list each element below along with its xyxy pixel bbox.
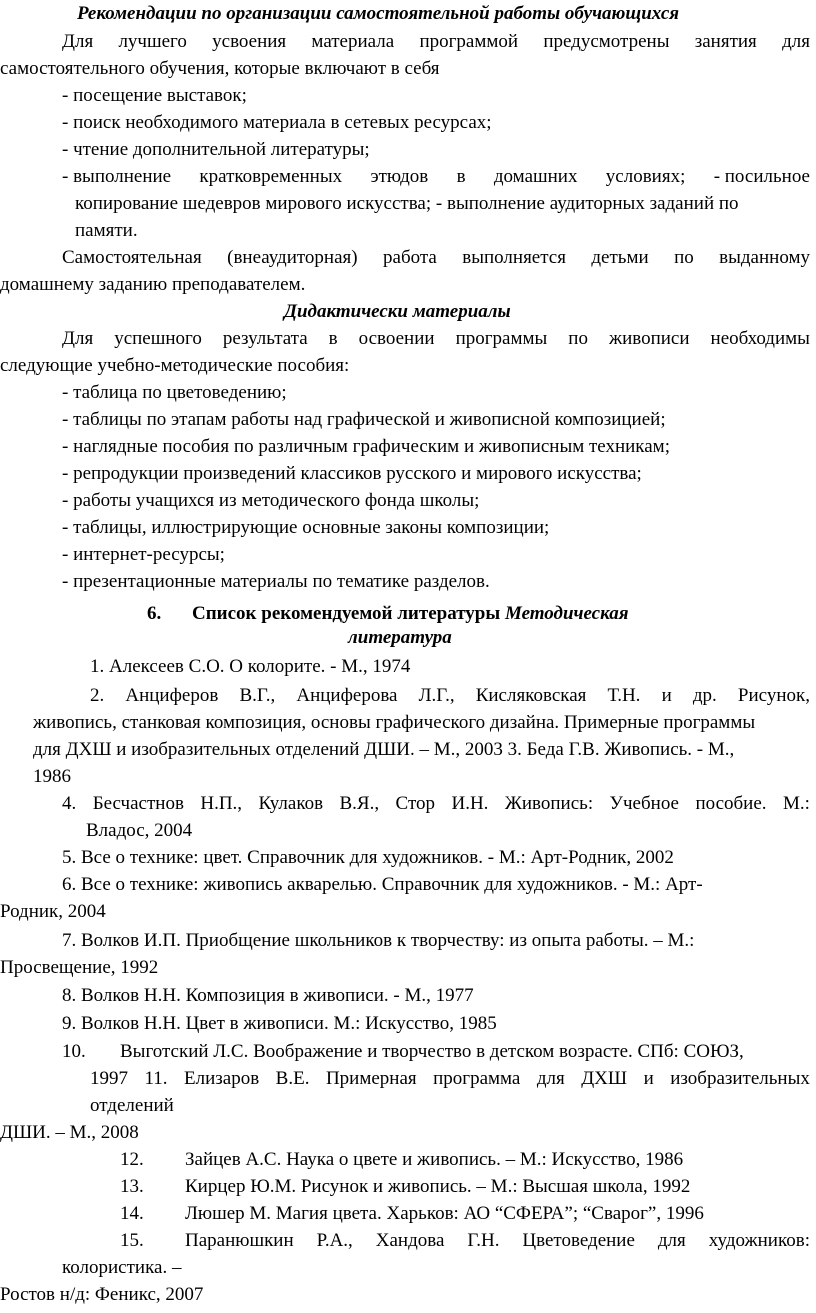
reference-item: Зайцев А.С. Наука о цвете и живопись. – М.: Искусство, 1986	[185, 1149, 684, 1170]
word: Г.Н.	[467, 1230, 500, 1251]
paragraph-line: самостоятельного обучения, которые включают в себя	[0, 58, 440, 79]
word: предусмотрены	[543, 31, 670, 52]
word: Хандова	[375, 1230, 445, 1251]
word: результата	[222, 328, 308, 349]
word: Елизаров	[184, 1068, 260, 1089]
word: М.:	[782, 793, 810, 814]
list-item: - поиск необходимого материала в сетевых ресурсах;	[62, 112, 492, 133]
word: для	[657, 1230, 686, 1251]
paragraph-line	[62, 328, 810, 350]
word: Л.Г.,	[418, 685, 455, 706]
list-item-continuation: копирование шедевров мирового искусства; - выполнение аудиторных заданий по	[75, 193, 739, 214]
word: 11.	[144, 1068, 168, 1089]
word: Т.Н.	[607, 685, 641, 706]
list-item: - работы учащихся из методического фонда школы;	[62, 490, 480, 511]
word: Анциферова	[296, 685, 398, 706]
list-item: - наглядные пособия по различным графическим и живописным техникам;	[62, 436, 670, 457]
reference-continuation: колористика. –	[62, 1257, 182, 1278]
list-item: - интернет-ресурсы;	[62, 544, 225, 565]
section-title-italic: Методическая	[504, 603, 629, 624]
word: 2.	[90, 685, 105, 706]
word: Р.А.,	[316, 1230, 353, 1251]
word: Самостоятельная	[62, 247, 202, 268]
word: др.	[692, 685, 717, 706]
word: Примерная	[325, 1068, 417, 1089]
word: В.Е.	[275, 1068, 310, 1089]
word: Учебное	[609, 793, 679, 814]
word: лучшего	[118, 31, 187, 52]
word: и	[643, 1068, 654, 1089]
word: Кулаков	[258, 793, 324, 814]
reference-item	[90, 685, 810, 707]
reference-item: Кирцер Ю.М. Рисунок и живопись. – М.: Высшая школа, 1992	[185, 1176, 691, 1197]
reference-number: 10.	[62, 1041, 86, 1062]
word: по	[674, 247, 694, 268]
word: Анциферов	[125, 685, 219, 706]
section-title-didactic: Дидактически материалы	[284, 301, 511, 322]
word: Стор	[395, 793, 436, 814]
word: Для	[62, 328, 94, 349]
reference-number: 15.	[120, 1230, 144, 1251]
word: Н.П.,	[200, 793, 243, 814]
list-item: - чтение дополнительной литературы;	[62, 139, 370, 160]
word: детьми	[591, 247, 649, 268]
paragraph-line	[62, 31, 810, 53]
list-item: - таблицы по этапам работы над графической и живописной композицией;	[62, 409, 666, 430]
word: материала	[311, 31, 395, 52]
word: Кисляковская	[475, 685, 587, 706]
reference-item: Выготский Л.С. Воображение и творчество в детском возрасте. СПб: СОЮЗ,	[120, 1041, 744, 1062]
list-item: - таблица по цветоведению;	[62, 382, 287, 403]
word: художников:	[708, 1230, 810, 1251]
reference-item: 7. Волков И.П. Приобщение школьников к творчеству: из опыта работы. – М.:	[62, 930, 695, 951]
word: изобразительных	[670, 1068, 810, 1089]
word: занятия	[694, 31, 757, 52]
list-item: - презентационные материалы по тематике разделов.	[62, 571, 490, 592]
reference-continuation: ДШИ. – М., 2008	[0, 1122, 139, 1143]
word: В.Я.,	[339, 793, 380, 814]
word: (внеаудиторная)	[227, 247, 358, 268]
list-item: - таблицы, иллюстрирующие основные законы композиции;	[62, 517, 550, 538]
list-item	[62, 166, 810, 188]
word: кратковременных	[199, 166, 343, 187]
list-item: - посещение выставок;	[62, 85, 247, 106]
word: в	[456, 166, 466, 187]
reference-item: Люшер М. Магия цвета. Харьков: АО “СФЕРА”; “Сварог”, 1996	[185, 1203, 704, 1224]
reference-item: 6. Все о технике: живопись акварелью. Справочник для художников. - М.: Арт-	[62, 874, 703, 895]
paragraph-line: домашнему заданию преподавателем.	[0, 274, 306, 295]
paragraph-line: следующие учебно-методические пособия:	[0, 355, 350, 376]
word: программа	[433, 1068, 521, 1089]
word: выданному	[719, 247, 810, 268]
word: В.Г.,	[239, 685, 276, 706]
word: Для	[62, 31, 94, 52]
reference-continuation: Ростов н/д: Феникс, 2007	[0, 1284, 204, 1305]
word: пособие.	[695, 793, 767, 814]
reference-continuation: отделений	[90, 1095, 174, 1116]
word: для	[782, 31, 810, 52]
reference-item: 8. Волков Н.Н. Композиция в живописи. - М., 1977	[62, 985, 474, 1006]
reference-continuation: Владос, 2004	[86, 820, 193, 841]
reference-continuation: Родник, 2004	[0, 901, 106, 922]
word: домашних	[493, 166, 578, 187]
reference-continuation	[90, 1068, 810, 1090]
word: Рисунок,	[737, 685, 810, 706]
word: живописи	[608, 328, 690, 349]
section-title-literature	[192, 603, 629, 625]
reference-continuation: Просвещение, 1992	[0, 957, 159, 978]
word: выполняется	[462, 247, 566, 268]
reference-item: 1. Алексеев С.О. О колорите. - М., 1974	[90, 656, 411, 677]
word: ДХШ	[581, 1068, 628, 1089]
word: Цветоведение	[522, 1230, 635, 1251]
word: для	[536, 1068, 565, 1089]
word: усвоения	[212, 31, 287, 52]
reference-item	[62, 793, 810, 815]
word: освоении	[358, 328, 435, 349]
reference-number: 12.	[120, 1149, 144, 1170]
word: Бесчастнов	[92, 793, 184, 814]
paragraph-line	[62, 247, 810, 269]
word: Живопись:	[504, 793, 594, 814]
reference-number: 14.	[120, 1203, 144, 1224]
word: работа	[383, 247, 437, 268]
word: условиях;	[605, 166, 686, 187]
word: - посильное	[713, 166, 810, 187]
word: и	[661, 685, 672, 706]
list-item-continuation: памяти.	[75, 220, 138, 241]
word: необходимы	[710, 328, 810, 349]
word: этюдов	[370, 166, 429, 187]
word: 1997	[90, 1068, 128, 1089]
reference-number: 13.	[120, 1176, 144, 1197]
word: в	[328, 328, 338, 349]
reference-item	[185, 1230, 810, 1252]
reference-continuation: живопись, станковая композиция, основы графического дизайна. Примерные программы	[33, 712, 756, 733]
reference-continuation: для ДХШ и изобразительных отделений ДШИ. – М., 2003 3. Беда Г.В. Живопись. - М.,	[33, 739, 735, 760]
reference-continuation: 1986	[33, 766, 71, 787]
reference-item: 5. Все о технике: цвет. Справочник для художников. - М.: Арт-Родник, 2002	[62, 847, 674, 868]
section-title-italic-continued: литература	[348, 627, 452, 648]
word: программы	[455, 328, 548, 349]
section-title-bold: Список рекомендуемой литературы	[192, 603, 501, 624]
reference-item: 9. Волков Н.Н. Цвет в живописи. М.: Искусство, 1985	[62, 1013, 497, 1034]
word: 4.	[62, 793, 77, 814]
word: программой	[419, 31, 519, 52]
word: - выполнение	[62, 166, 172, 187]
section-title-self-study: Рекомендации по организации самостоятельной работы обучающихся	[77, 3, 680, 24]
section-number: 6.	[147, 603, 162, 624]
list-item: - репродукции произведений классиков русского и мирового искусства;	[62, 463, 642, 484]
word: И.Н.	[451, 793, 489, 814]
word: успешного	[114, 328, 202, 349]
word: по	[568, 328, 588, 349]
word: Паранюшкин	[185, 1230, 294, 1251]
